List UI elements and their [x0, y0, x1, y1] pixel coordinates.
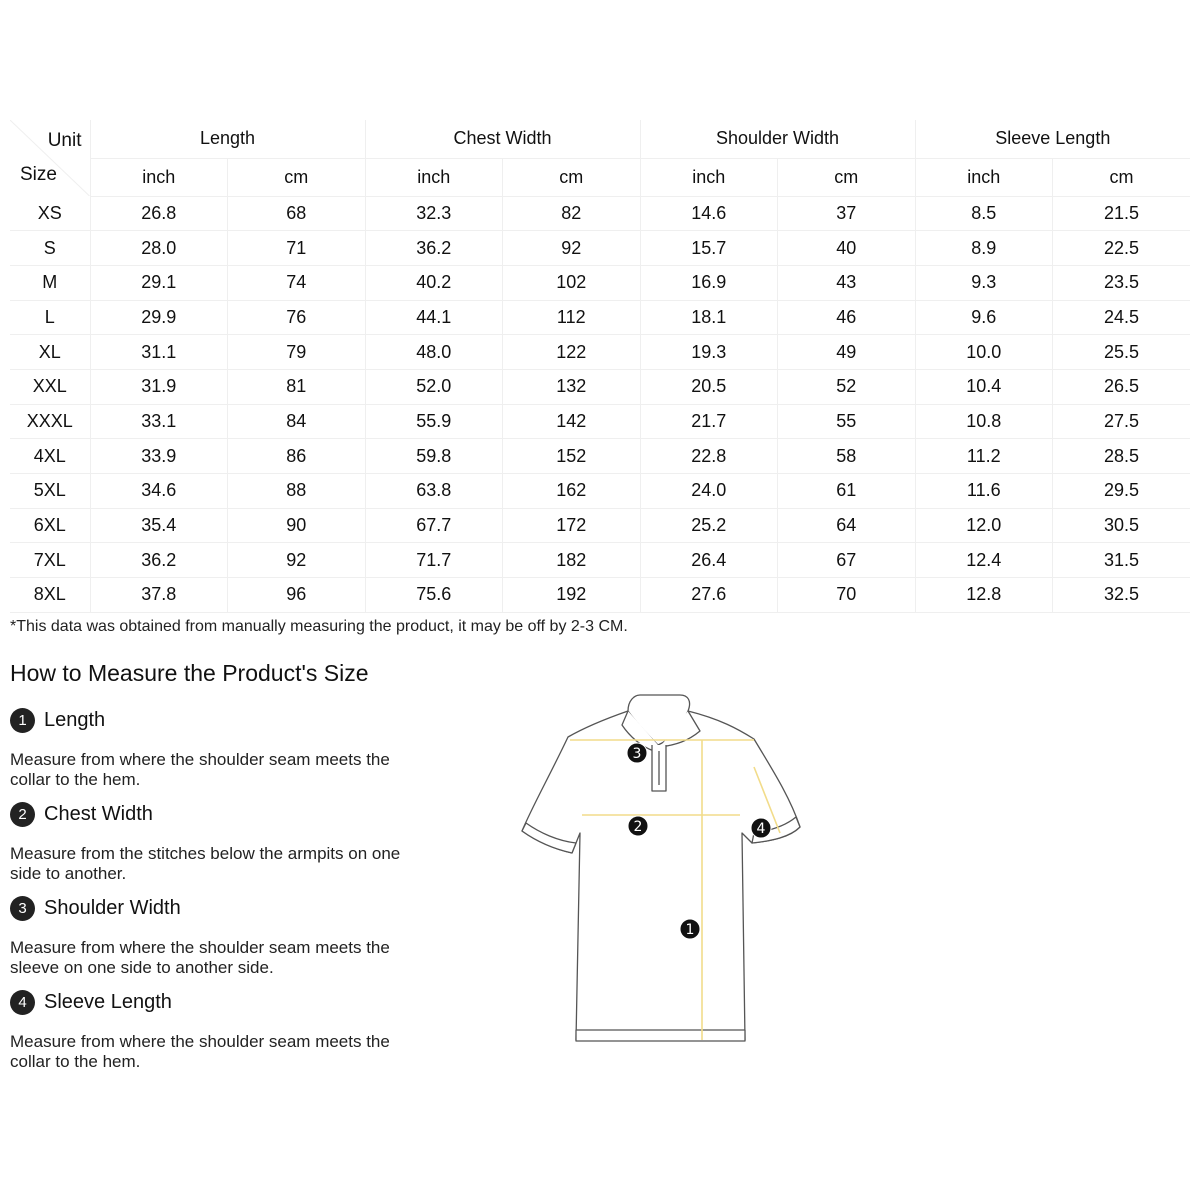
step-number-badge: 1	[10, 708, 35, 733]
measurement-cell: 79	[228, 335, 366, 370]
measurement-cell: 67	[778, 543, 916, 578]
polo-shirt-icon	[510, 685, 810, 1055]
table-row	[10, 474, 1190, 509]
measurement-cell: 9.6	[915, 300, 1053, 335]
table-row	[10, 404, 1190, 439]
step-number-badge: 2	[10, 802, 35, 827]
measurement-cell: 11.6	[915, 474, 1053, 509]
measurement-cell: 24.0	[640, 474, 778, 509]
measurement-cell: 12.0	[915, 508, 1053, 543]
measurement-cell: 92	[228, 543, 366, 578]
unit-header: cm	[778, 158, 916, 196]
measurement-cell: 8.5	[915, 196, 1053, 231]
measurement-cell: 34.6	[90, 474, 228, 509]
measurement-cell: 84	[228, 404, 366, 439]
measurement-cell: 33.1	[90, 404, 228, 439]
size-cell: L	[10, 300, 90, 335]
step-title: Shoulder Width	[44, 896, 181, 919]
size-cell: XS	[10, 196, 90, 231]
measurement-cell: 26.4	[640, 543, 778, 578]
measurement-cell: 36.2	[365, 231, 503, 266]
measurement-cell: 92	[503, 231, 641, 266]
size-cell: 4XL	[10, 439, 90, 474]
measurement-footnote: *This data was obtained from manually measuring the product, it may be off by 2-3 CM.	[10, 618, 628, 635]
unit-header: inch	[365, 158, 503, 196]
measurement-cell: 55.9	[365, 404, 503, 439]
measurement-cell: 102	[503, 265, 641, 300]
measurement-cell: 28.0	[90, 231, 228, 266]
measurement-cell: 33.9	[90, 439, 228, 474]
size-cell: 7XL	[10, 543, 90, 578]
size-cell: M	[10, 265, 90, 300]
size-chart-table	[10, 120, 1190, 613]
step-title: Chest Width	[44, 802, 153, 825]
step-description: Measure from the stitches below the armpits on one side to another.	[10, 844, 401, 883]
measurement-cell: 31.1	[90, 335, 228, 370]
size-cell: S	[10, 231, 90, 266]
measurement-cell: 15.7	[640, 231, 778, 266]
measurement-cell: 70	[778, 578, 916, 613]
step-shoulder-width	[10, 894, 430, 978]
measurement-cell: 29.9	[90, 300, 228, 335]
svg-text:3: 3	[632, 746, 642, 762]
measurement-cell: 37	[778, 196, 916, 231]
measurement-cell: 31.9	[90, 369, 228, 404]
measurement-cell: 55	[778, 404, 916, 439]
measurement-cell: 52	[778, 369, 916, 404]
measurement-cell: 142	[503, 404, 641, 439]
unit-header: inch	[640, 158, 778, 196]
unit-header: cm	[1053, 158, 1191, 196]
table-row	[10, 196, 1190, 231]
step-title: Length	[44, 708, 106, 731]
group-header-chest-width: Chest Width	[365, 120, 640, 158]
table-corner-cell	[10, 120, 90, 196]
table-row	[10, 265, 1190, 300]
size-cell: XXL	[10, 369, 90, 404]
table-row	[10, 578, 1190, 613]
measurement-cell: 27.6	[640, 578, 778, 613]
group-header-shoulder-width: Shoulder Width	[640, 120, 915, 158]
measurement-cell: 152	[503, 439, 641, 474]
measurement-cell: 20.5	[640, 369, 778, 404]
step-number-badge: 4	[10, 990, 35, 1015]
measurement-cell: 76	[228, 300, 366, 335]
measurement-cell: 25.2	[640, 508, 778, 543]
measurement-cell: 46	[778, 300, 916, 335]
measurement-cell: 12.4	[915, 543, 1053, 578]
marker-1	[680, 919, 700, 939]
measurement-cell: 29.5	[1053, 474, 1191, 509]
step-description: Measure from where the shoulder seam meets the collar to the hem.	[10, 1032, 390, 1071]
measurement-cell: 48.0	[365, 335, 503, 370]
measurement-cell: 10.8	[915, 404, 1053, 439]
measurement-cell: 12.8	[915, 578, 1053, 613]
size-cell: 8XL	[10, 578, 90, 613]
size-cell: 5XL	[10, 474, 90, 509]
marker-3	[627, 743, 647, 763]
size-cell: XXXL	[10, 404, 90, 439]
how-to-measure-title: How to Measure the Product's Size	[10, 660, 369, 686]
corner-unit-label: Unit	[47, 130, 82, 151]
measurement-cell: 32.3	[365, 196, 503, 231]
measurement-cell: 59.8	[365, 439, 503, 474]
unit-header: cm	[228, 158, 366, 196]
step-length	[10, 706, 430, 790]
step-title: Sleeve Length	[44, 990, 172, 1013]
measurement-cell: 96	[228, 578, 366, 613]
measurement-cell: 63.8	[365, 474, 503, 509]
measurement-cell: 10.4	[915, 369, 1053, 404]
svg-text:2: 2	[633, 819, 643, 835]
table-unit-header-row	[10, 158, 1190, 196]
svg-text:4: 4	[756, 821, 766, 837]
measurement-cell: 88	[228, 474, 366, 509]
measurement-cell: 27.5	[1053, 404, 1191, 439]
corner-size-label: Size	[20, 164, 57, 185]
measurement-cell: 8.9	[915, 231, 1053, 266]
measurement-cell: 22.8	[640, 439, 778, 474]
marker-2	[628, 816, 648, 836]
measurement-cell: 40	[778, 231, 916, 266]
step-description: Measure from where the shoulder seam meets the collar to the hem.	[10, 750, 390, 789]
measurement-cell: 43	[778, 265, 916, 300]
measurement-cell: 31.5	[1053, 543, 1191, 578]
measurement-cell: 67.7	[365, 508, 503, 543]
measurement-cell: 23.5	[1053, 265, 1191, 300]
svg-text:1: 1	[685, 922, 695, 938]
measurement-cell: 49	[778, 335, 916, 370]
measurement-cell: 192	[503, 578, 641, 613]
measurement-cell: 122	[503, 335, 641, 370]
measurement-cell: 44.1	[365, 300, 503, 335]
measurement-cell: 71	[228, 231, 366, 266]
table-row	[10, 508, 1190, 543]
unit-header: inch	[915, 158, 1053, 196]
measurement-cell: 58	[778, 439, 916, 474]
measurement-cell: 64	[778, 508, 916, 543]
group-header-sleeve-length: Sleeve Length	[915, 120, 1190, 158]
measurement-cell: 21.5	[1053, 196, 1191, 231]
step-description: Measure from where the shoulder seam meets the sleeve on one side to another side.	[10, 938, 390, 977]
size-cell: XL	[10, 335, 90, 370]
measurement-cell: 28.5	[1053, 439, 1191, 474]
measurement-cell: 81	[228, 369, 366, 404]
measurement-cell: 9.3	[915, 265, 1053, 300]
group-header-length: Length	[90, 120, 365, 158]
measurement-cell: 68	[228, 196, 366, 231]
measurement-cell: 26.8	[90, 196, 228, 231]
measurement-cell: 86	[228, 439, 366, 474]
measurement-cell: 32.5	[1053, 578, 1191, 613]
measurement-cell: 21.7	[640, 404, 778, 439]
measurement-cell: 172	[503, 508, 641, 543]
measurement-cell: 19.3	[640, 335, 778, 370]
table-row	[10, 439, 1190, 474]
measurement-cell: 61	[778, 474, 916, 509]
table-row	[10, 543, 1190, 578]
measurement-cell: 29.1	[90, 265, 228, 300]
measurement-cell: 36.2	[90, 543, 228, 578]
measurement-cell: 24.5	[1053, 300, 1191, 335]
measurement-cell: 37.8	[90, 578, 228, 613]
measurement-cell: 25.5	[1053, 335, 1191, 370]
unit-header: inch	[90, 158, 228, 196]
measurement-cell: 18.1	[640, 300, 778, 335]
table-group-header-row	[10, 120, 1190, 158]
measurement-cell: 132	[503, 369, 641, 404]
measurement-cell: 10.0	[915, 335, 1053, 370]
step-sleeve-length	[10, 988, 430, 1072]
measurement-cell: 90	[228, 508, 366, 543]
measurement-cell: 71.7	[365, 543, 503, 578]
measurement-cell: 74	[228, 265, 366, 300]
measurement-cell: 14.6	[640, 196, 778, 231]
size-cell: 6XL	[10, 508, 90, 543]
measurement-cell: 82	[503, 196, 641, 231]
table-row	[10, 231, 1190, 266]
measurement-cell: 75.6	[365, 578, 503, 613]
marker-4	[751, 818, 771, 838]
table-row	[10, 300, 1190, 335]
measurement-cell: 16.9	[640, 265, 778, 300]
measurement-cell: 26.5	[1053, 369, 1191, 404]
measurement-cell: 11.2	[915, 439, 1053, 474]
shirt-outline	[522, 695, 800, 1041]
unit-header: cm	[503, 158, 641, 196]
measurement-cell: 112	[503, 300, 641, 335]
measurement-cell: 162	[503, 474, 641, 509]
table-row	[10, 335, 1190, 370]
measurement-cell: 182	[503, 543, 641, 578]
measurement-cell: 30.5	[1053, 508, 1191, 543]
measurement-cell: 52.0	[365, 369, 503, 404]
step-number-badge: 3	[10, 896, 35, 921]
measurement-cell: 35.4	[90, 508, 228, 543]
measurement-cell: 22.5	[1053, 231, 1191, 266]
step-chest-width	[10, 800, 430, 884]
table-row	[10, 369, 1190, 404]
measurement-cell: 40.2	[365, 265, 503, 300]
